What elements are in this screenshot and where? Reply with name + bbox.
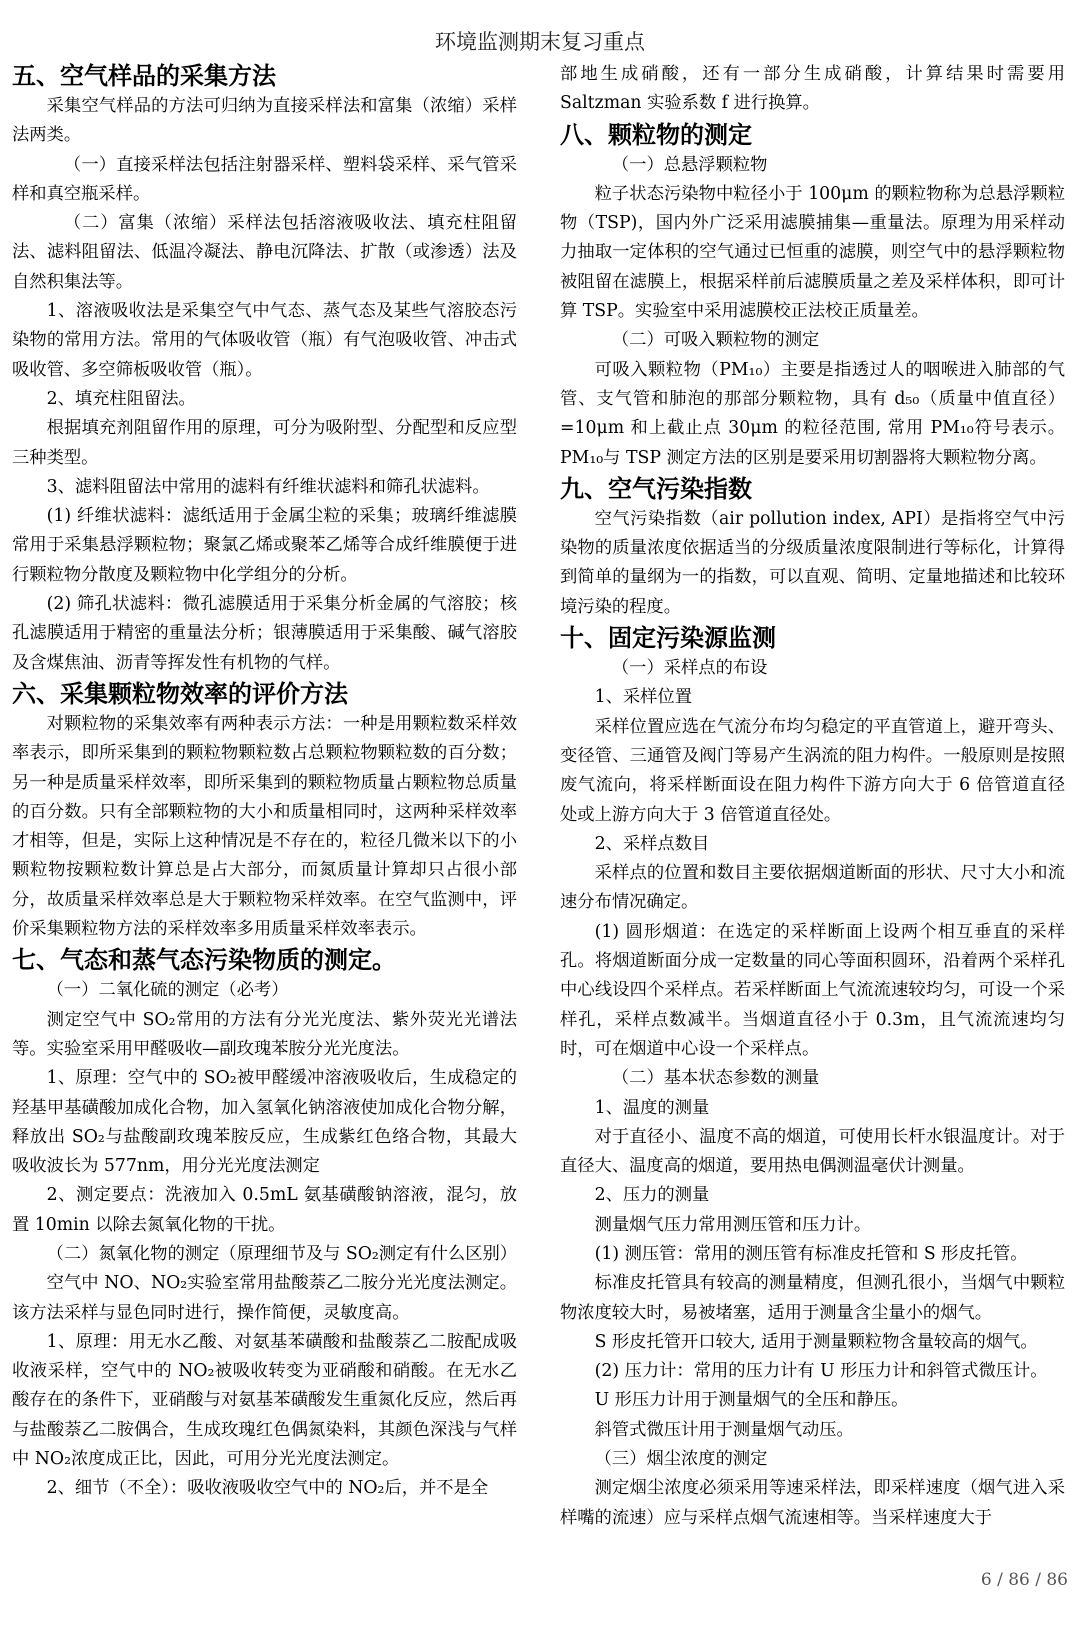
paragraph: 空气污染指数（air pollution index, API）是指将空气中污染物的质量浓度依据适当的分级质量浓度限制进行等标化，计算得到简单的量纲为一的指数，可以直观、简明、定量地描述和比较环境污染的程度。 — [560, 508, 1065, 617]
paragraph: 2、压力的测量 — [594, 1185, 710, 1206]
paragraph: S 形皮托管开口较大, 适用于测量颗粒物含量较高的烟气。 — [594, 1331, 1038, 1352]
paragraph: 对颗粒物的采集效率有两种表示方法：一种是用颗粒数采样效率表示，即所采集到的颗粒物颗粒数占总颗粒物颗粒数的百分数；另一种是质量采样效率，即所采集到的颗粒物质量占颗粒物总质量的百分数。只有全部颗粒物的大小和质量相同时，这两种采样效率才相等，但是，实际上这种情况是不存在的，粒径几微米以下的小颗粒物按颗粒数计算总是占大部分，而氮质量计算却只占很小部分，故质量采样效率总是大于颗粒物采样效率。在空气监测中，评价采集颗粒物方法的采样效率多用质量采样效率表示。 — [12, 713, 517, 940]
page-number: 6 / 86 / 86 — [980, 1570, 1068, 1590]
paragraph: (1) 圆形烟道：在选定的采样断面上设两个相互垂直的采样孔。将烟道断面分成一定数量的同心等面积圆环，沿着两个采样孔中心线设四个采样点。若采样断面上气流流速较均匀，可设一个采样孔，采样点数减半。当烟道直径小于 0.3m，且气流流速均匀时，可在烟道中心设一个采样点。 — [560, 921, 1065, 1059]
paragraph: 1、温度的测量 — [594, 1097, 710, 1118]
left-column — [12, 60, 517, 1504]
paragraph: 1、采样位置 — [594, 687, 692, 708]
section-heading: 五、空气样品的采集方法 — [12, 62, 276, 90]
section-heading: 八、颗粒物的测定 — [560, 120, 752, 149]
paragraph: (1) 纤维状滤料：滤纸适用于金属尘粒的采集；玻璃纤维滤膜常用于采集悬浮颗粒物；聚氯乙烯或聚苯乙烯等合成纤维膜便于进行颗粒物分散度及颗粒物中化学组分的分析。 — [12, 506, 517, 585]
paragraph: 空气中 NO、NO₂实验室常用盐酸萘乙二胺分光光度法测定。该方法采样与显色同时进行，操作简便，灵敏度高。 — [12, 1273, 517, 1323]
paragraph: 部地生成硝酸，还有一部分生成硝酸，计算结果时需要用 Saltzman 实验系数 f 进行换算。 — [560, 64, 1065, 114]
paragraph: 粒子状态污染物中粒径小于 100μm 的颗粒物称为总悬浮颗粒物（TSP)，国内外广泛采用滤膜捕集—重量法。原理为用采样动力抽取一定体积的空气通过已恒重的滤膜，则空气中的悬浮颗粒物被阻留在滤膜上，根据采样前后滤膜质量之差及采样体积，即可计算 TSP。实验室中采用滤膜校正法校正质量差。 — [560, 183, 1065, 322]
paragraph: （二）可吸入颗粒物的测定 — [611, 330, 820, 351]
section-heading: 六、采集颗粒物效率的评价方法 — [12, 679, 348, 708]
paragraph: 3、滤料阻留法中常用的滤料有纤维状滤料和筛孔状滤料。 — [46, 476, 490, 497]
paragraph: 标准皮托管具有较高的测量精度，但测孔很小，当烟气中颗粒物浓度较大时，易被堵塞，适用于测量含尘量小的烟气。 — [560, 1273, 1065, 1323]
paragraph: 1、原理：用无水乙酸、对氨基苯磺酸和盐酸萘乙二胺配成吸收液采样，空气中的 NO₂被吸收转变为亚硝酸和硝酸。在无水乙酸存在的条件下，亚硝酸与对氨基苯磺酸发生重氮化反应，然后再与盐酸萘乙二胺偶合，生成玫瑰红色偶氮染料，其颜色深浅与气样中 NO₂浓度成正比，因此，可用分光光度法测定。 — [12, 1331, 517, 1470]
paragraph: 可吸入颗粒物（PM₁₀）主要是指透过人的咽喉进入肺部的气管、支气管和肺泡的那部分颗粒物，具有 d₅₀（质量中值直径）=10μm 和上截止点 30μm 的粒径范围, 常用 PM₁₀符号表示。PM₁₀与 TSP 测定方法的区别是要采用切割器将大颗粒物分离。 — [560, 359, 1065, 468]
paragraph: （一）总悬浮颗粒物 — [611, 154, 768, 175]
paragraph: 采样位置应选在气流分布均匀稳定的平直管道上，避开弯头、变径管、三通管及阀门等易产生涡流的阻力构件。一般原则是按照废气流向，将采样断面设在阻力构件下游方向大于 6 倍管道直径处或上游方向大于 3 倍管道直径处。 — [560, 716, 1065, 825]
section-heading: 十、固定污染源监测 — [560, 624, 776, 653]
paragraph: 1、溶液吸收法是采集空气中气态、蒸气态及某些气溶胶态污染物的常用方法。常用的气体吸收管（瓶）有气泡吸收管、冲击式吸收管、多空筛板吸收管（瓶）。 — [12, 301, 517, 380]
paragraph: （二）氮氧化物的测定（原理细节及与 SO₂测定有什么区别） — [46, 1243, 518, 1264]
paragraph: 2、测定要点：洗液加入 0.5mL 氨基磺酸钠溶液，混匀，放置 10min 以除去氮氧化物的干扰。 — [12, 1185, 517, 1235]
paragraph: 测量烟气压力常用测压管和压力计。 — [594, 1214, 872, 1235]
paragraph: 对于直径小、温度不高的烟道，可使用长杆水银温度计。对于直径大、温度高的烟道，要用热电偶测温毫伏计测量。 — [560, 1126, 1065, 1177]
paragraph: （一）直接采样法包括注射器采样、塑料袋采样、采气管采样和真空瓶采样。 — [12, 154, 517, 204]
paragraph: 采样点的位置和数目主要依据烟道断面的形状、尺寸大小和流速分布情况确定。 — [560, 863, 1065, 913]
paragraph: (2) 压力计：常用的压力计有 U 形压力计和斜管式微压计。 — [594, 1361, 1048, 1382]
paragraph: 采集空气样品的方法可归纳为直接采样法和富集（浓缩）采样法两类。 — [12, 96, 517, 146]
paragraph: U 形压力计用于测量烟气的全压和静压。 — [594, 1390, 909, 1411]
section-heading: 七、气态和蒸气态污染物质的测定。 — [12, 946, 396, 975]
paragraph: 测定空气中 SO₂常用的方法有分光光度法、紫外荧光光谱法等。实验室采用甲醛吸收—副玫瑰苯胺分光光度法。 — [12, 1009, 517, 1059]
paragraph: 斜管式微压计用于测量烟气动压。 — [594, 1419, 854, 1440]
right-column — [560, 60, 1065, 1533]
paragraph: (2) 筛孔状滤料：微孔滤膜适用于采集分析金属的气溶胶；核孔滤膜适用于精密的重量法分析；银薄膜适用于采集酸、碱气溶胶及含煤焦油、沥青等挥发性有机物的气样。 — [12, 594, 517, 673]
paragraph: （二）基本状态参数的测量 — [611, 1068, 820, 1089]
paragraph: （三）烟尘浓度的测定 — [594, 1449, 768, 1470]
page-header: 环境监测期末复习重点 — [435, 30, 645, 54]
paragraph: (1) 测压管：常用的测压管有标准皮托管和 S 形皮托管。 — [594, 1243, 1028, 1264]
paragraph: （二）富集（浓缩）采样法包括溶液吸收法、填充柱阻留法、滤料阻留法、低温冷凝法、静电沉降法、扩散（或渗透）法及自然积集法等。 — [12, 213, 517, 292]
paragraph: 测定烟尘浓度必须采用等速采样法，即采样速度（烟气进入采样嘴的流速）应与采样点烟气流速相等。当采样速度大于 — [560, 1478, 1065, 1528]
paragraph: （一）采样点的布设 — [611, 658, 768, 679]
paragraph: 2、细节（不全）：吸收液吸收空气中的 NO₂后，并不是全 — [46, 1478, 489, 1499]
paragraph: （一）二氧化硫的测定（必考） — [46, 980, 289, 1001]
paragraph: 2、填充柱阻留法。 — [46, 388, 196, 409]
paragraph: 2、采样点数目 — [594, 833, 710, 854]
section-heading: 九、空气污染指数 — [560, 474, 752, 503]
paragraph: 根据填充剂阻留作用的原理，可分为吸附型、分配型和反应型三种类型。 — [12, 418, 517, 468]
paragraph: 1、原理：空气中的 SO₂被甲醛缓冲溶液吸收后，生成稳定的羟基甲基磺酸加成化合物，加入氢氧化钠溶液使加成化合物分解，释放出 SO₂与盐酸副玫瑰苯胺反应，生成紫红色络合物，其最大吸收波长为 577nm，用分光光度法测定 — [12, 1068, 517, 1177]
